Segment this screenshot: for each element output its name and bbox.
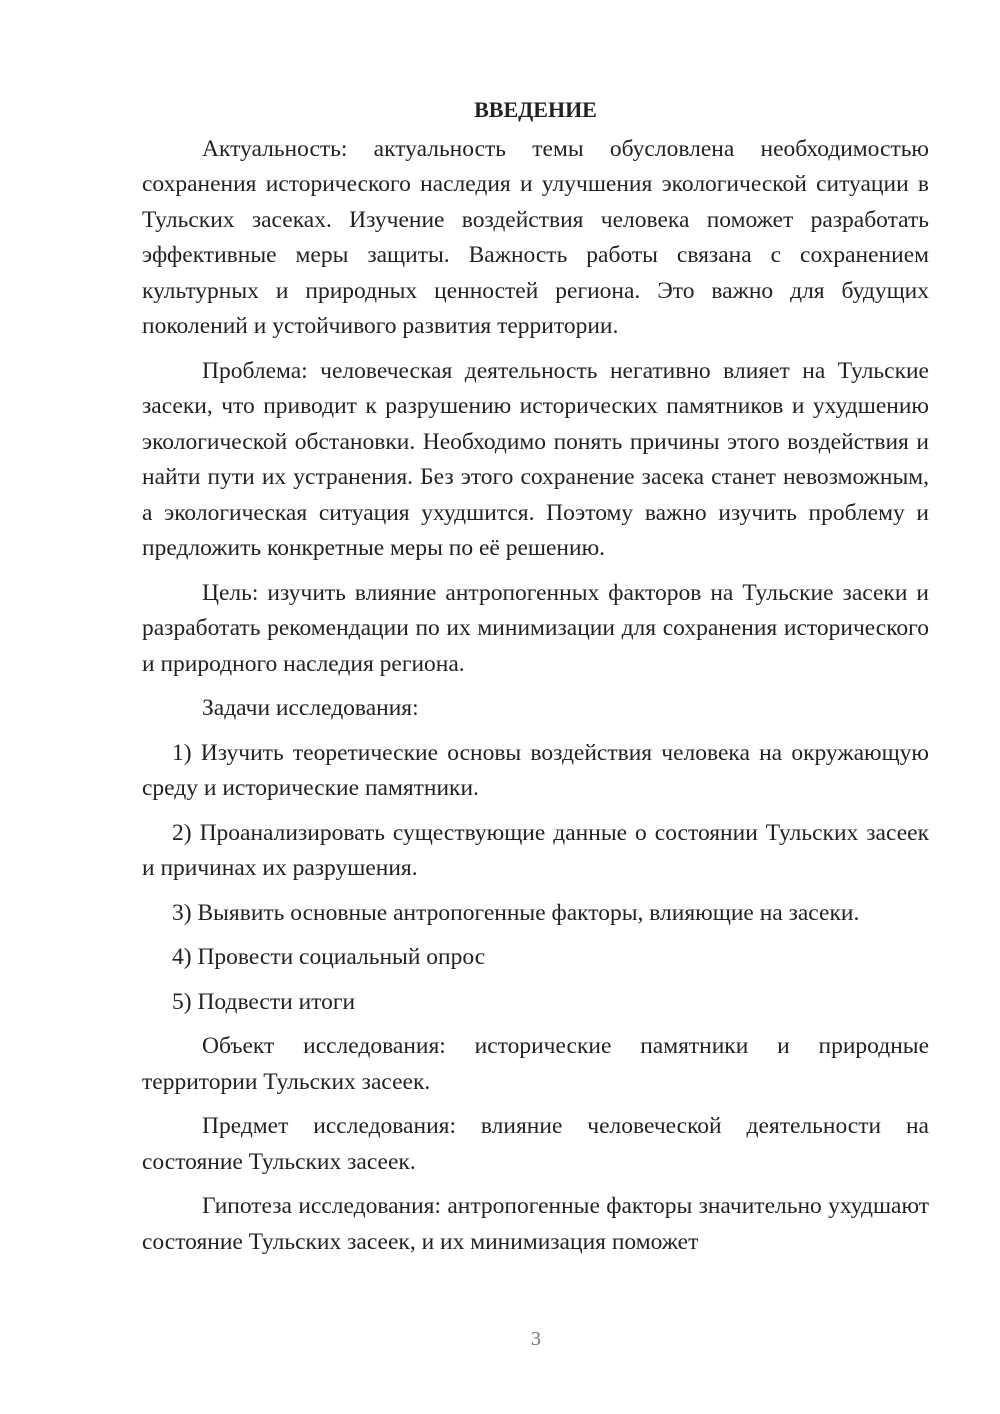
page-number: 3 [531,1328,541,1350]
paragraph-object: Объект исследования: исторические памятники и природные территории Тульских засеек. [142,1033,929,1095]
tasks-heading: Задачи исследования: [202,695,419,721]
document-body [142,92,929,1269]
paragraph-problem: Проблема: человеческая деятельность негативно влияет на Тульские засеки, что приводит к разрушению исторических памятников и ухудшению экологической обстановки. Необходимо понять причины этого воздействия и найти пути их устранения. Без этого сохранение засека станет невозможным, а экологическая ситуация ухудшится. Поэтому важно изучить проблему и предложить конкретные меры по её решению. [142,357,929,561]
task-item-5: 5) Подвести итоги [172,988,356,1015]
task-item-4: 4) Провести социальный опрос [172,944,486,970]
paragraph-relevance: Актуальность: актуальность темы обусловлена необходимостью сохранения исторического наследия и улучшения экологической ситуации в Тульских засеках. Изучение воздействия человека поможет разработать эффективные меры защиты. Важность работы связана с сохранением культурных и природных ценностей региона. Это важно для будущих поколений и устойчивого развития территории. [142,135,929,339]
task-item-2: 2) Проанализировать существующие данные о состоянии Тульских засеек и причинах их разрушения. [142,819,929,881]
task-item-1: 1) Изучить теоретические основы воздействия человека на окружающую среду и исторические памятники. [142,739,929,801]
paragraph-subject: Предмет исследования: влияние человеческой деятельности на состояние Тульских засеек. [142,1113,929,1175]
section-title: ВВЕДЕНИЕ [474,97,597,122]
paragraph-hypothesis: Гипотеза исследования: антропогенные факторы значительно ухудшают состояние Тульских засеек, и их минимизация поможет [142,1193,929,1255]
paragraph-goal: Цель: изучить влияние антропогенных факторов на Тульские засеки и разработать рекомендации по их минимизации для сохранения исторического и природного наследия региона. [142,579,929,677]
task-item-3: 3) Выявить основные антропогенные факторы, влияющие на засеки. [172,899,860,926]
